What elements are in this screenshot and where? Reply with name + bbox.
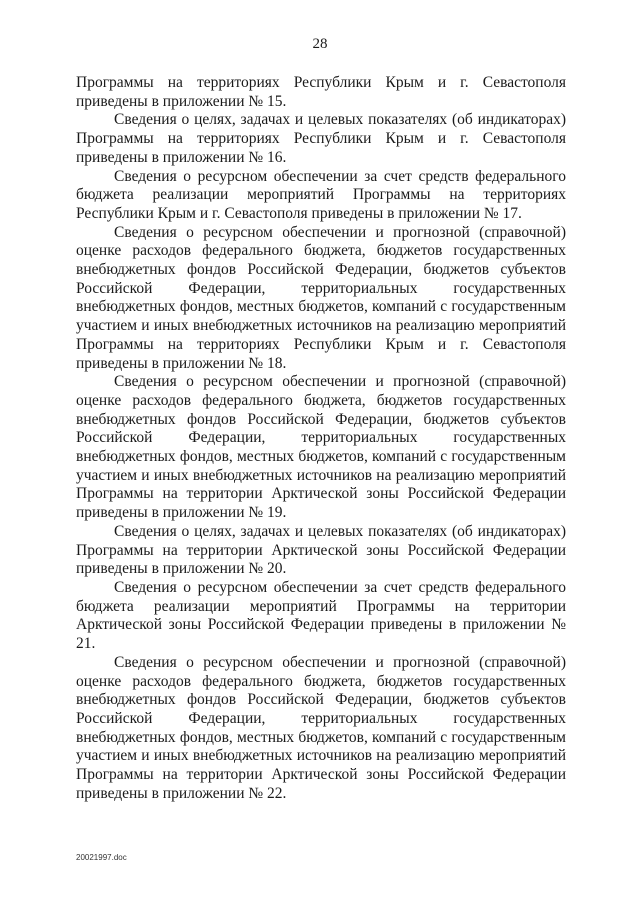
paragraph: Сведения о ресурсном обеспечении за счет средств федерального бюджета реализации мероприятий Программы на территориях Республики Крым и г. Севастополя приведены в приложении № 17. [76, 167, 566, 222]
page-number: 28 [312, 36, 328, 52]
paragraph: Сведения о целях, задачах и целевых показателях (об индикаторах) Программы на территории Арктической зоны Российской Федерации приведены в приложении № 20. [76, 522, 566, 578]
paragraph: Сведения о ресурсном обеспечении и прогнозной (справочной) оценке расходов федерального бюджета, бюджетов государственных внебюджетных фондов Российской Федерации, бюджетов субъектов Российской Федерации, территориальных государственных внебюджетных фондов, местных бюджетов, компаний с государственным участием и иных внебюджетных источников на реализацию мероприятий Программы на территории Арктической зоны Российской Федерации приведены в приложении № 22. [76, 653, 566, 802]
paragraph: Сведения о ресурсном обеспечении и прогнозной (справочной) оценке расходов федерального бюджета, бюджетов государственных внебюджетных фондов Российской Федерации, бюджетов субъектов Российской Федерации, территориальных государственных внебюджетных фондов, местных бюджетов, компаний с государственным участием и иных внебюджетных источников на реализацию мероприятий Программы на территориях Республики Крым и г. Севастополя приведены в приложении № 18. [76, 223, 566, 372]
paragraph: Сведения о ресурсном обеспечении за счет средств федерального бюджета реализации мероприятий Программы на территории Арктической зоны Российской Федерации приведены в приложении № 21. [76, 578, 566, 653]
document-body [76, 74, 566, 803]
footer-file-code: 20021997.doc [76, 853, 127, 862]
paragraph: Сведения о целях, задачах и целевых показателях (об индикаторах) Программы на территориях Республики Крым и г. Севастополя приведены в приложении № 16. [76, 111, 566, 166]
paragraph: Сведения о ресурсном обеспечении и прогнозной (справочной) оценке расходов федерального бюджета, бюджетов государственных внебюджетных фондов Российской Федерации, бюджетов субъектов Российской Федерации, территориальных государственных внебюджетных фондов, местных бюджетов, компаний с государственным участием и иных внебюджетных источников на реализацию мероприятий Программы на территории Арктической зоны Российской Федерации приведены в приложении № 19. [76, 373, 566, 522]
paragraph: Программы на территориях Республики Крым и г. Севастополя приведены в приложении № 15. [76, 74, 566, 110]
